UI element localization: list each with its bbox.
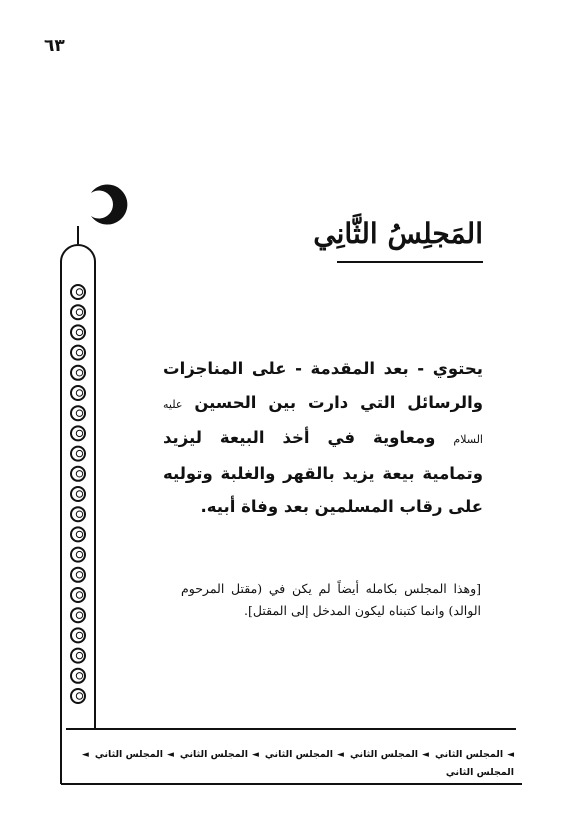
ring-inner-icon bbox=[76, 491, 82, 497]
ring-icon bbox=[71, 507, 85, 521]
ring-icon bbox=[71, 568, 85, 582]
ring-icon bbox=[71, 628, 85, 642]
ring-icon bbox=[71, 426, 85, 440]
running-title-item: المجلس الثاني bbox=[264, 749, 334, 760]
running-title-item: المجلس الثاني bbox=[434, 749, 504, 760]
running-title-item: المجلس الثاني bbox=[179, 749, 248, 760]
ring-icon bbox=[71, 346, 85, 360]
ring-icon bbox=[71, 447, 85, 461]
ring-inner-icon bbox=[76, 289, 82, 295]
ring-inner-icon bbox=[76, 673, 82, 679]
title-underline bbox=[337, 261, 483, 263]
running-title-item: المجلس الثاني bbox=[349, 749, 419, 760]
ring-icon bbox=[71, 325, 85, 339]
ring-inner-icon bbox=[76, 693, 82, 699]
ring-icon bbox=[71, 527, 85, 541]
ring-inner-icon bbox=[76, 551, 82, 557]
ring-icon bbox=[71, 689, 85, 703]
arrow-icon: ◄ bbox=[251, 750, 259, 760]
ring-icon bbox=[71, 548, 85, 562]
page-number: ٦٣ bbox=[44, 36, 65, 56]
ring-icon bbox=[71, 608, 85, 622]
arrow-icon: ◄ bbox=[81, 750, 89, 760]
chapter-title: المَجلِسُ الثَّانِي bbox=[313, 217, 483, 250]
arrow-icon: ◄ bbox=[337, 750, 344, 760]
rings-column bbox=[71, 285, 85, 703]
ring-inner-icon bbox=[76, 632, 82, 638]
ring-inner-icon bbox=[76, 572, 82, 578]
ring-inner-icon bbox=[76, 309, 82, 315]
arrow-icon: ◄ bbox=[507, 750, 514, 760]
crescent-icon bbox=[91, 185, 127, 225]
ring-icon bbox=[71, 649, 85, 663]
ring-inner-icon bbox=[76, 592, 82, 598]
pillar-body bbox=[61, 245, 95, 728]
ring-icon bbox=[71, 588, 85, 602]
ring-inner-icon bbox=[76, 430, 82, 436]
ring-icon bbox=[71, 406, 85, 420]
ring-inner-icon bbox=[76, 410, 82, 416]
ring-inner-icon bbox=[76, 652, 82, 658]
footer-running-title bbox=[70, 746, 514, 786]
ring-icon bbox=[71, 366, 85, 380]
honorific-mark: عليه السلام bbox=[163, 397, 483, 446]
arrow-icon: ◄ bbox=[422, 750, 429, 760]
ring-inner-icon bbox=[76, 531, 82, 537]
summary-part-2: ومعاوية في أخذ البيعة ليزيد وتمامية بيعة يزيد بالقهر والغلبة وتوليه على رقاب المسلمين بعد وفاة أبيه. bbox=[163, 428, 483, 516]
ring-icon bbox=[71, 467, 85, 481]
running-title-item: المجلس الثاني bbox=[94, 749, 163, 760]
summary-part-1: يحتوي - بعد المقدمة - على المناجزات والرسائل التي دارت بين الحسين bbox=[163, 359, 483, 412]
ring-inner-icon bbox=[76, 370, 82, 376]
ring-inner-icon bbox=[76, 349, 82, 355]
ring-icon bbox=[71, 305, 85, 319]
ring-inner-icon bbox=[76, 329, 82, 335]
ring-inner-icon bbox=[76, 511, 82, 517]
arrow-icon: ◄ bbox=[166, 750, 174, 760]
editor-note: [وهذا المجلس بكامله أيضاً لم يكن في (مقتل المرحوم الوالد) وانما كتبناه ليكون المدخل إلى المقتل]. bbox=[181, 581, 481, 618]
ring-icon bbox=[71, 386, 85, 400]
ring-inner-icon bbox=[76, 471, 82, 477]
ring-icon bbox=[71, 487, 85, 501]
running-title-item: المجلس الثاني bbox=[445, 767, 514, 778]
ring-icon bbox=[71, 285, 85, 299]
ring-inner-icon bbox=[76, 390, 82, 396]
ring-inner-icon bbox=[76, 612, 82, 618]
ring-inner-icon bbox=[76, 450, 82, 456]
ring-icon bbox=[71, 669, 85, 683]
chapter-summary bbox=[163, 352, 483, 524]
footer-rule bbox=[66, 728, 516, 730]
